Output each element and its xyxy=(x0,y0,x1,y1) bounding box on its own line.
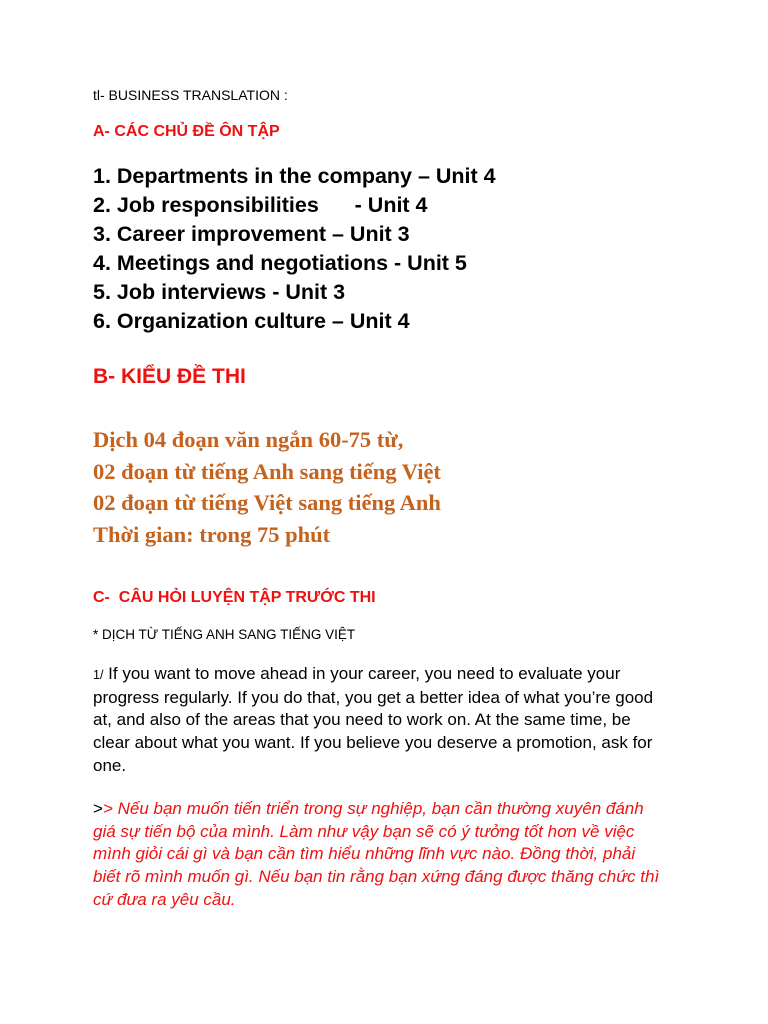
topic-item: 6. Organization culture – Unit 4 xyxy=(93,309,410,333)
exam-time-line: Thời gian: trong 75 phút xyxy=(93,521,331,547)
passage-number: 1/ xyxy=(93,668,104,682)
translation-direction-subheading: * DỊCH TỪ TIẾNG ANH SANG TIẾNG VIỆT xyxy=(93,627,356,642)
review-topics-list xyxy=(93,162,496,336)
translation-marker: > xyxy=(93,799,103,818)
section-b-heading: B- KIỂU ĐỀ THI xyxy=(93,365,246,388)
topic-item: 4. Meetings and negotiations - Unit 5 xyxy=(93,251,467,275)
topic-item: 5. Job interviews - Unit 3 xyxy=(93,280,346,304)
document-title: tl- BUSINESS TRANSLATION : xyxy=(93,87,288,103)
exam-format-list xyxy=(93,424,441,550)
topic-item: 2. Job responsibilities - Unit 4 xyxy=(93,193,428,217)
section-a-heading: A- CÁC CHỦ ĐỀ ÔN TẬP xyxy=(93,123,280,140)
english-passage xyxy=(93,663,663,778)
topic-item: 1. Departments in the company – Unit 4 xyxy=(93,164,496,188)
topic-item: 3. Career improvement – Unit 3 xyxy=(93,222,410,246)
exam-format-line: Dịch 04 đoạn văn ngắn 60-75 từ, xyxy=(93,427,404,452)
section-c-heading: C- CÂU HỎI LUYỆN TẬP TRƯỚC THI xyxy=(93,589,376,606)
vietnamese-translation xyxy=(93,798,663,912)
exam-format-line: 02 đoạn từ tiếng Anh sang tiếng Việt xyxy=(93,458,441,484)
exam-format-line: 02 đoạn từ tiếng Việt sang tiếng Anh xyxy=(93,490,441,515)
passage-text: If you want to move ahead in your career, you need to evaluate your progress regularly. If you do that, you get a better idea of what you’re good at, and also of the areas that you need to work on. At the same time, be clear about what you want. If you believe you deserve a promotion, ask for one. xyxy=(93,664,654,775)
translation-text: > Nếu bạn muốn tiến triển trong sự nghiệp, bạn cần thường xuyên đánh giá sự tiến bộ của mình. Làm như vậy bạn sẽ có ý tưởng tốt hơn về việc mình giỏi cái gì và bạn cần tìm hiểu những lĩnh vực nào. Đồng thời, phải biết rõ mình muốn gì. Nếu bạn tin rằng bạn xứng đáng được thăng chức thì cứ đưa ra yêu cầu. xyxy=(93,799,660,909)
